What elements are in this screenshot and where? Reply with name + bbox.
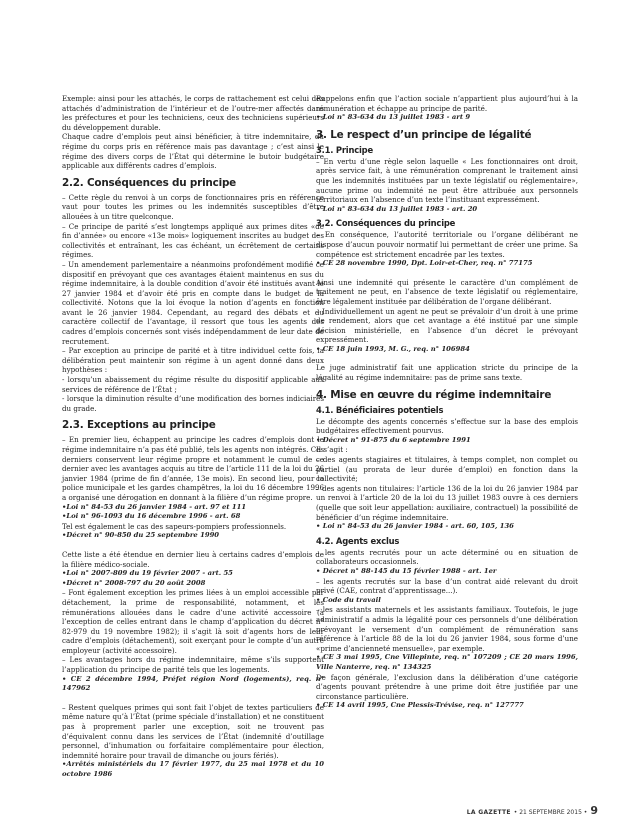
section-heading-4: 4. Mise en œuvre du régime indemnitaire [316,388,552,401]
legal-reference: •Loi n° 2007-809 du 19 février 2007 - art. 55 [62,569,233,578]
paragraph: Cette liste a été étendue en dernier lieu à certains cadres d’emplois de la filière médico-sociale. [62,549,324,569]
paragraph: – Ce principe de parité s’est longtemps appliqué aux primes dites «de fin d’année» ou encore «13e mois» logiquement inscrites au budget des collectivités et entraînant, les cas échéant, un écrêtement de certains régimes. [62,221,324,260]
paragraph: – Font également exception les primes liées à un emploi accessible par détachement, la prime de responsabilité, notamment, et les rémunérations allouées dans le cadre d’une activité accessoire (à l’exception de celles entrant dans le champ d’application du décret n° 82-979 du 19 novembre 1982); il s’agit là soit d’agents hors de leur cadre d’emplois (détachement), soit exerçant pour le compte d’un autre employeur (activité accessoire). [62,588,324,655]
issue-date: • 21 SEPTEMBRE 2015 • [513,809,588,816]
subsection-heading-4-2: 4.2. Agents exclus [316,535,400,546]
paragraph: – En premier lieu, échappent au principe les cadres d’emplois dont le régime indemnitaire n’a pas été publié, tels les agents non intégrés. Ces derniers conservent leur régime propre et notamment le cumul de ce dernier avec les avantages acquis au titre de l’article 111 de la loi du 26 janvier 1984 (prime de fin d’année, 13e mois). En second lieu, pour la police municipale et les gardes champêtres, la loi du 16 décembre 1996 a organisé une dérogation en donnant à la filière d’un régime propre. [62,435,324,502]
legal-reference: • Décret n° 91-875 du 6 septembre 1991 [316,435,471,444]
paragraph: – des agents non titulaires: l’article 136 de la loi du 26 janvier 1984 par un renvoi à l’article 20 de la loi du 13 juillet 1983 ouvre à ces derniers (quelle que soit leur appellation: auxiliaire, contractuel) la possibilité de bénéficier d’un régime indemnitaire. [316,483,578,522]
paragraph: Le décompte des agents concernés s’effectue sur la base des emplois budgétaires effectivement pourvus. [316,416,578,436]
paragraph: Le juge administratif fait une application stricte du principe de la légalité au régime indemnitaire: pas de prime sans texte. [316,363,578,383]
paragraph: Il s’agit : [316,445,348,455]
legal-reference: • Code du travail [316,595,381,604]
left-column [62,94,324,780]
page-footer [467,804,598,817]
legal-reference: • CE 2 décembre 1994, Préfet région Nord (logements), req. n° 147962 [62,674,324,693]
legal-reference: • Loi n° 84-53 du 26 janvier 1984 - art. 60, 105, 136 [316,522,514,531]
legal-reference: • CE 28 novembre 1990, Dpt. Loir-et-Cher, req. n° 77175 [316,259,533,268]
paragraph: Ainsi une indemnité qui présente le caractère d’un complément de traitement ne peut, en l’absence de texte législatif ou réglementaire, être légalement instituée par délibération de l’organe délibérant. [316,277,578,306]
legal-reference: • CE 14 avril 1995, Cne Plessis-Trévise, req. n° 127777 [316,701,524,710]
section-heading-2-2: 2.2. Conséquences du principe [62,176,237,189]
publication-name: LA GAZETTE [466,809,511,816]
subsection-heading-4-1: 4.1. Bénéficiaires potentiels [316,404,444,415]
paragraph: – les assistants maternels et les assistants familiaux. Toutefois, le juge administratif a admis la légalité pour ces personnels d’une délibération prévoyant le versement d’un complément de rémunération sans référence à l’article 88 de la loi du 26 janvier 1984, sous forme d’une «prime d’ancienneté mensuelle», par exemple. [316,605,578,653]
intro-paragraph: Exemple: ainsi pour les attachés, le corps de rattachement est celui des attachés d’administration de l’intérieur et de l’outre-mer affectés dans les préfectures et pour les techniciens, ceux des techniciens supérieurs du développement durable. [62,94,324,132]
legal-reference: • Loi n° 83-634 du 13 juillet 1983 - art. 20 [316,204,478,213]
page-number: 9 [590,804,598,817]
paragraph: De façon générale, l’exclusion dans la délibération d’une catégorie d’agents pouvant prétendre à une prime doit être justifiée par une circonstance particulière. [316,672,578,701]
legal-reference: • Loi n° 83-634 du 13 juillet 1983 - art 9 [316,113,471,122]
section-heading-2-3: 2.3. Exceptions au principe [62,419,216,432]
paragraph: Rappelons enfin que l’action sociale n’appartient plus aujourd’hui à la rémunération et échappe au principe de parité. [316,94,578,113]
subsection-heading-3-1: 3.1. Principe [316,144,373,155]
paragraph: – En conséquence, l’autorité territoriale ou l’organe délibérant ne dispose d’aucun pouvoir normatif lui permettant de créer une prime. Sa compétence est strictement encadrée par les textes. [316,230,578,259]
legal-reference: •Décret n° 90-850 du 25 septembre 1990 [62,531,220,540]
paragraph: – Restent quelques primes qui sont fait l’objet de textes particuliers de même nature qu’à l’État (prime spéciale d’installation) et ne constituent pas à proprement parler une exception, soit ne trouvent pas d’équivalent connu dans les services de l’État (indemnité d’outillage personnel, d’inhumation ou forfaitaire complémentaire pour élection, indemnité horaire pour travail de dimanche ou jours fériés). [62,702,324,760]
legal-reference: •Arrêtés ministériels du 17 février 1977, du 25 mai 1978 et du 10 octobre 1986 [62,760,324,778]
paragraph: – les agents recrutés sur la base d’un contrat aidé relevant du droit privé (CAE, contrat d’apprentissage...). [316,576,578,596]
legal-reference: • CE 18 juin 1993, M. G., req. n° 106984 [316,344,470,353]
paragraph: - lorsqu’un abaissement du régime résulte du dispositif applicable aux services de référence de l’État ; [62,375,324,394]
paragraph: – Un amendement parlementaire a néanmoins profondément modifié ce dispositif en prévoyant que ces avantages étaient maintenus en sus du régime indemnitaire, à la double condition d’avoir été institués avant le 27 janvier 1984 et d’avoir été pris en compte dans le budget de la collectivité. Notons que la loi évoque la notion d’agents en fonction avant le 26 janvier 1984. Cependant, au regard des débats et du caractère collectif de l’avantage, il ressort que tous les agents des cadres d’emplois concernés sont visés indépendamment de leur date de recrutement. [62,259,324,346]
paragraph: – En vertu d’une règle selon laquelle « Les fonctionnaires ont droit, après service fait, à une rémunération comprenant le traitement ainsi que les indemnités instituées par un texte législatif ou réglementaire», aucune prime ou indemnité ne peut être attribuée aux personnels territoriaux en l’absence d’un texte l’instituant expressément. [316,156,578,205]
legal-reference: •Décret n° 2008-797 du 20 août 2008 [62,578,206,587]
paragraph: – Les avantages hors du régime indemnitaire, même s’ils supportent l’application du principe de parité tels que les logements. [62,655,324,675]
intro-paragraph: Chaque cadre d’emplois peut ainsi bénéficier, à titre indemnitaire, du régime du corps pris en référence mais pas davantage ; c’est ainsi le régime des divers corps de l’État qui détermine le butoir budgétaire applicable aux différents cadres d’emplois. [62,132,324,171]
legal-reference: •Loi n° 96-1093 du 16 décembre 1996 - art. 68 [62,512,241,521]
legal-reference: • Décret n° 88-145 du 15 février 1988 - art. 1er [316,566,497,575]
paragraph: – Cette règle du renvoi à un corps de fonctionnaires pris en référence vaut pour toutes les primes ou les indemnités susceptibles d’être allouées à un titre quelconque. [62,192,324,221]
legal-reference: •Loi n° 84-53 du 26 janvier 1984 - art. 97 et 111 [62,502,247,511]
paragraph: – les agents recrutés pour un acte déterminé ou en situation de collaborateurs occasionnels. [316,547,578,567]
paragraph: Tel est également le cas des sapeurs-pompiers professionnels. [62,521,287,531]
paragraph: - lorsque la diminution résulte d’une modification des bornes indiciaires du grade. [62,394,324,413]
right-column [316,94,578,711]
paragraph: – Par exception au principe de parité et à titre individuel cette fois, la délibération peut maintenir son régime à un agent donné dans deux hypothèses : [62,346,324,375]
paragraph: – des agents stagiaires et titulaires, à temps complet, non complet ou partiel (au prorata de leur durée d’emploi) en fonction dans la collectivité; [316,455,578,484]
legal-reference: • CE 3 mai 1995, Cne Villepinte, req. n° 107209 ; CE 20 mars 1996, Ville Nanterre, req. n° 134325 [316,653,578,671]
subsection-heading-3-2: 3.2. Conséquences du principe [316,218,456,229]
paragraph: – Individuellement un agent ne peut se prévaloir d’un droit à une prime de rendement, alors que cet avantage a été institué par une simple décision ministérielle, en l’absence d’un décret le prévoyant expressément. [316,306,578,345]
section-heading-3: 3. Le respect d’un principe de légalité [316,128,532,141]
